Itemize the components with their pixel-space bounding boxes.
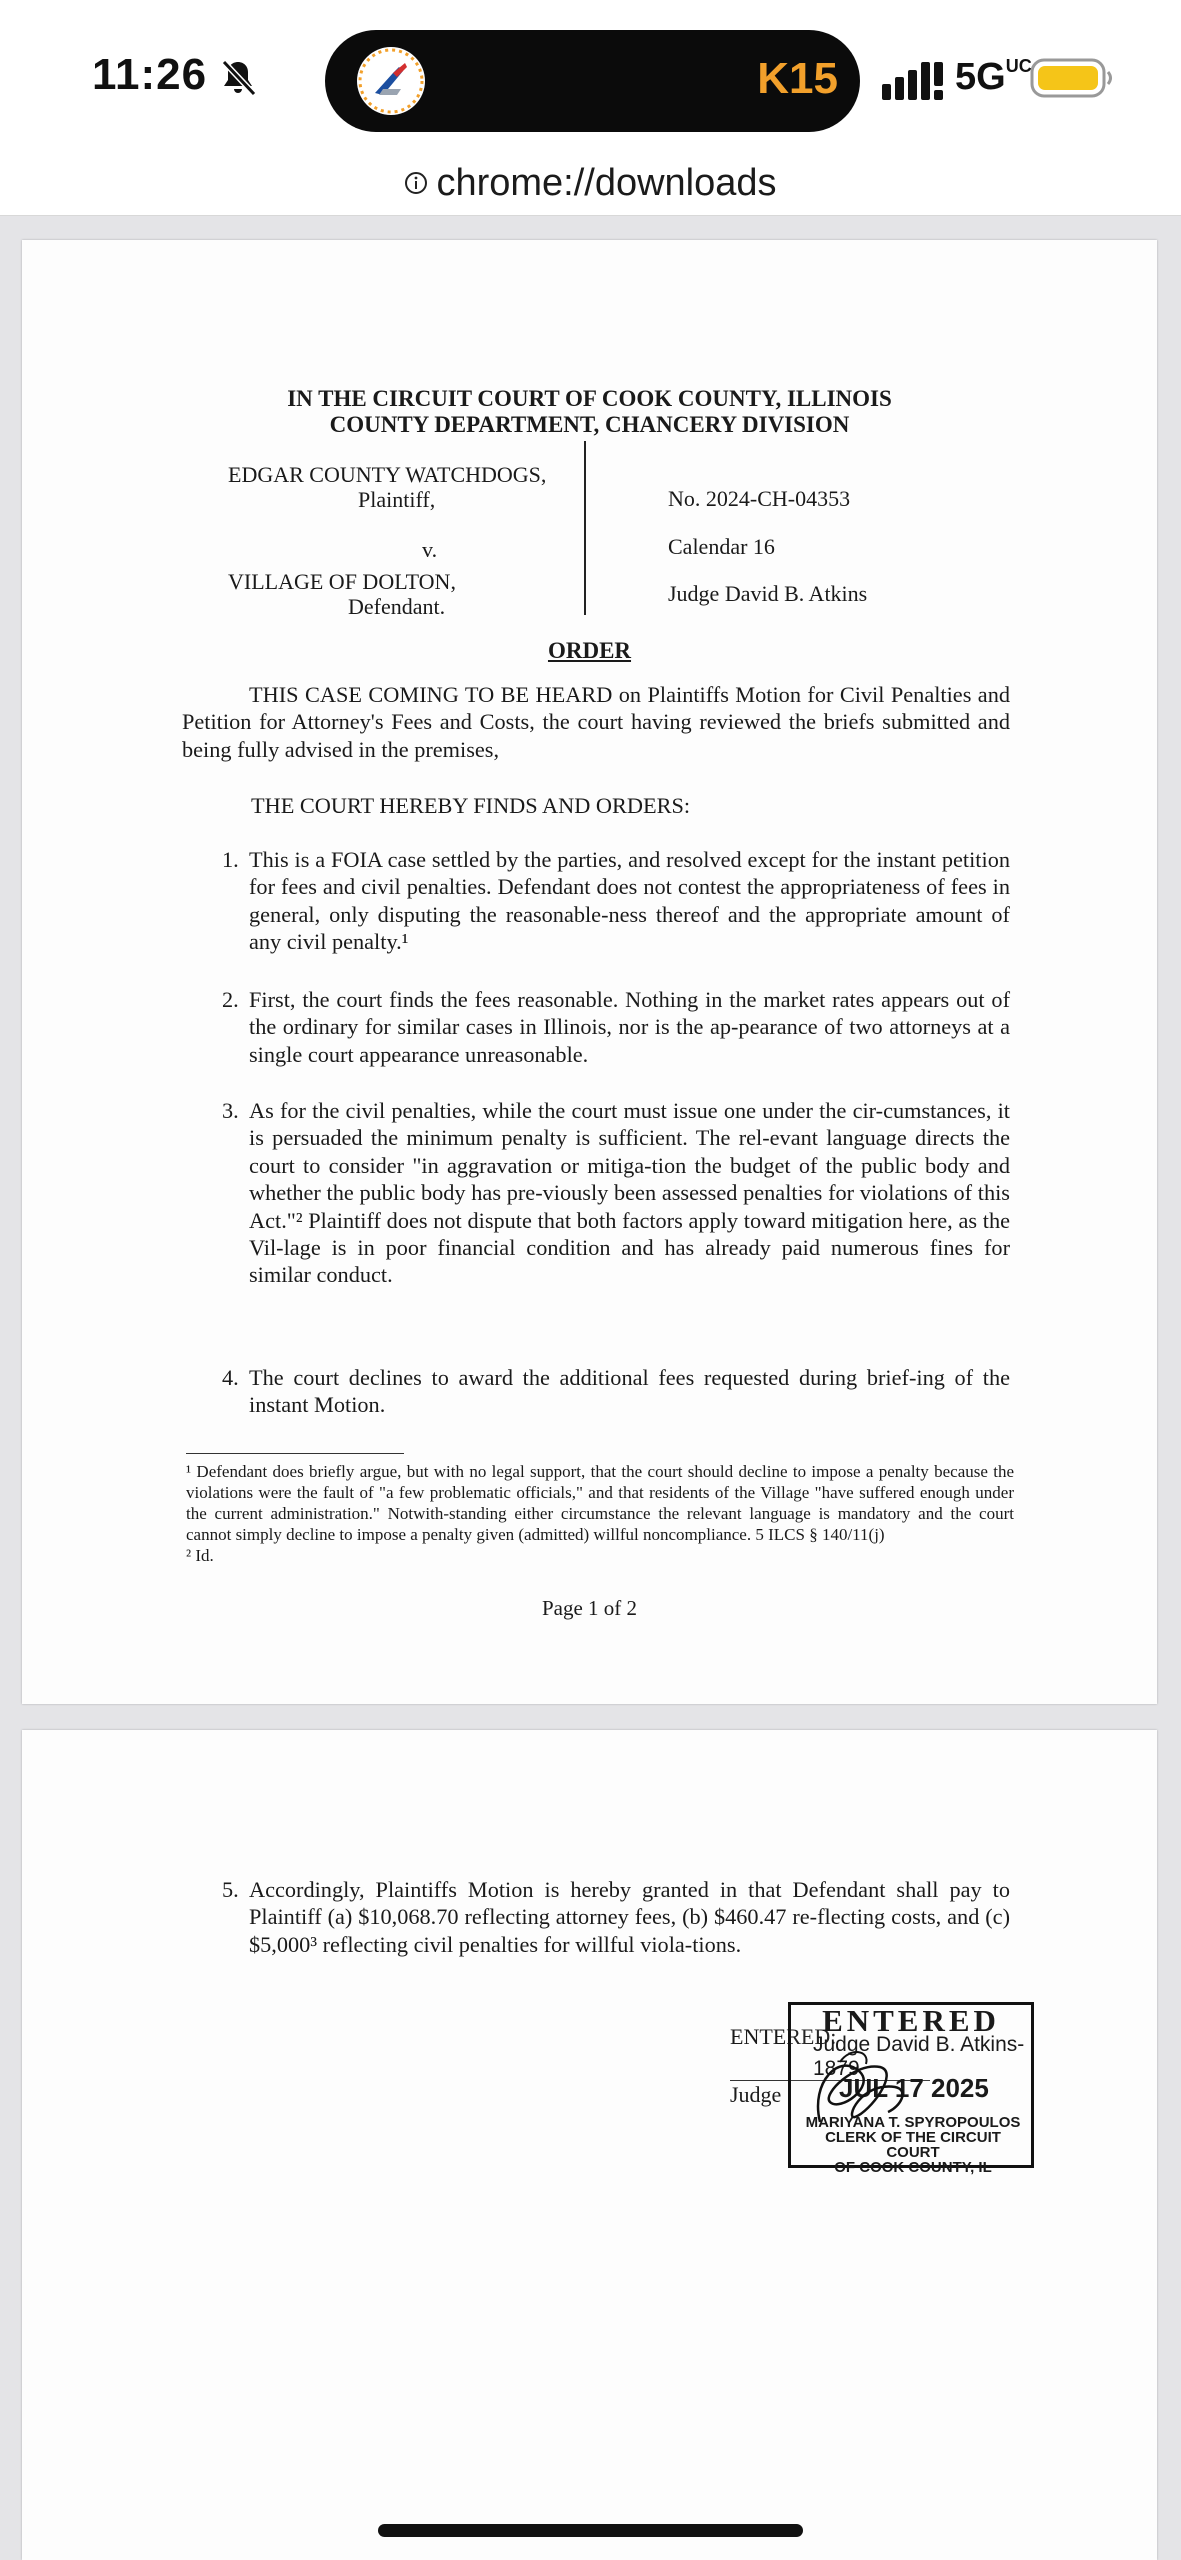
url-text[interactable]: chrome://downloads — [436, 161, 777, 204]
defendant-role: Defendant. — [348, 594, 446, 619]
document-page-2 — [22, 1730, 1157, 2560]
findings-heading: THE COURT HEREBY FINDS AND ORDERS: — [251, 793, 691, 818]
item-number: 3. — [222, 1098, 239, 1123]
stamp-clerk-line-3: OF COOK COUNTY, IL — [834, 2159, 992, 2176]
home-indicator[interactable] — [378, 2524, 803, 2537]
court-line-2: COUNTY DEPARTMENT, CHANCERY DIVISION — [329, 412, 850, 437]
entered-stamp-area — [730, 2002, 1080, 2182]
info-icon[interactable] — [404, 171, 428, 195]
caption-divider — [584, 441, 586, 615]
bell-off-icon — [216, 56, 260, 100]
stamp-clerk-line-2: CLERK OF THE CIRCUIT COURT — [825, 2129, 1001, 2161]
item-text: This is a FOIA case settled by the parties, and resolved except for the instant petition for fees and civil penalties. Defendant does not contest the appropriateness of fees in general, only disputing the reasonable-ness thereof and the appropriate amount of any civil penalty.¹ — [249, 847, 1010, 955]
intro-paragraph: THIS CASE COMING TO BE HEARD on Plaintiffs Motion for Civil Penalties and Petition for Attorney's Fees and Costs, the court having reviewed the briefs submitted and being fully advised in the premises, — [182, 682, 1010, 762]
item-number: 1. — [222, 847, 239, 872]
court-caption — [22, 386, 1157, 438]
item-text: First, the court finds the fees reasonable. Nothing in the market rates appears out of the ordinary for similar cases in Illinois, nor is the ap-pearance of two attorneys at a single court appearance unreasonable. — [249, 987, 1010, 1067]
judge-signature — [800, 2042, 940, 2142]
airline-logo-icon — [353, 43, 429, 119]
dynamic-island[interactable] — [325, 30, 860, 132]
item-number: 4. — [222, 1365, 239, 1390]
network-label: 5G — [955, 56, 1006, 98]
footnote-1: ¹ Defendant does briefly argue, but with no legal support, that the court should decline to impose a penalty because the violations were the fault of "a few problematic officials," and that residents of the Village "have suffered enough under the current administration." Notwith-standing either circumstance the relevant language is mandatory and the court cannot simply decline to impose a penalty given (admitted) willful noncompliance. 5 ILCS § 140/11(j) — [186, 1462, 1014, 1544]
signal-icon — [882, 60, 944, 100]
judge-label: Judge — [730, 2082, 782, 2107]
order-title: ORDER — [547, 638, 632, 663]
network-suffix: UC — [1005, 56, 1032, 76]
versus: v. — [422, 537, 438, 562]
footnote-2: ² Id. — [186, 1546, 214, 1565]
item-text: The court declines to award the additional fees requested during brief-ing of the instant Motion. — [249, 1365, 1010, 1418]
court-line-1: IN THE CIRCUIT COURT OF COOK COUNTY, ILLINOIS — [287, 386, 892, 411]
plaintiff-role: Plaintiff, — [358, 487, 436, 512]
item-text: As for the civil penalties, while the court must issue one under the cir-cumstances, it is persuaded the minimum penalty is sufficient. The rel-evant language directs the court to consider "in aggravation or mitiga-tion the budget of the public body and whether the public body has pre-viously been assessed penalties for violations of this Act."² Plaintiff does not dispute that both factors apply toward mitigation here, as the Vil-lage is in poor financial condition and has already paid numerous fines for similar conduct. — [249, 1098, 1010, 1288]
case-number: No. 2024-CH-04353 — [668, 486, 851, 511]
battery-icon — [1030, 57, 1114, 99]
footnote-rule — [186, 1453, 404, 1454]
island-text: K15 — [757, 54, 838, 103]
status-bar — [0, 0, 1181, 160]
url-bar[interactable] — [0, 150, 1181, 216]
calendar-number: Calendar 16 — [668, 534, 775, 559]
judge-name: Judge David B. Atkins — [668, 581, 868, 606]
pdf-viewer[interactable] — [0, 216, 1181, 2560]
footnotes — [186, 1461, 1014, 1566]
defendant-name: VILLAGE OF DOLTON, — [228, 569, 456, 594]
network-type — [955, 56, 1032, 99]
entered-label: ENTERED: — [730, 2024, 837, 2049]
stamp-judge: Judge David B. Atkins-1879 — [813, 2033, 1025, 2080]
status-time: 11:26 — [92, 50, 208, 99]
document-page-1 — [22, 240, 1157, 1704]
item-text: Accordingly, Plaintiffs Motion is hereby granted in that Defendant shall pay to Plaintiff (a) $10,068.70 reflecting attorney fees, (b) $460.47 re-flecting costs, and (c) $5,000³ reflecting civil penalties for willful viola-tions. — [249, 1877, 1010, 1957]
stamp-date: JUL 17 2025 — [839, 2073, 989, 2103]
stamp-title: ENTERED — [822, 2003, 1000, 2038]
stamp-clerk-line-1: MARIYANA T. SPYROPOULOS — [805, 2114, 1021, 2131]
item-number: 2. — [222, 987, 239, 1012]
plaintiff-name: EDGAR COUNTY WATCHDOGS, — [228, 462, 547, 487]
item-number: 5. — [222, 1877, 239, 1902]
page-number: Page 1 of 2 — [541, 1596, 638, 1620]
